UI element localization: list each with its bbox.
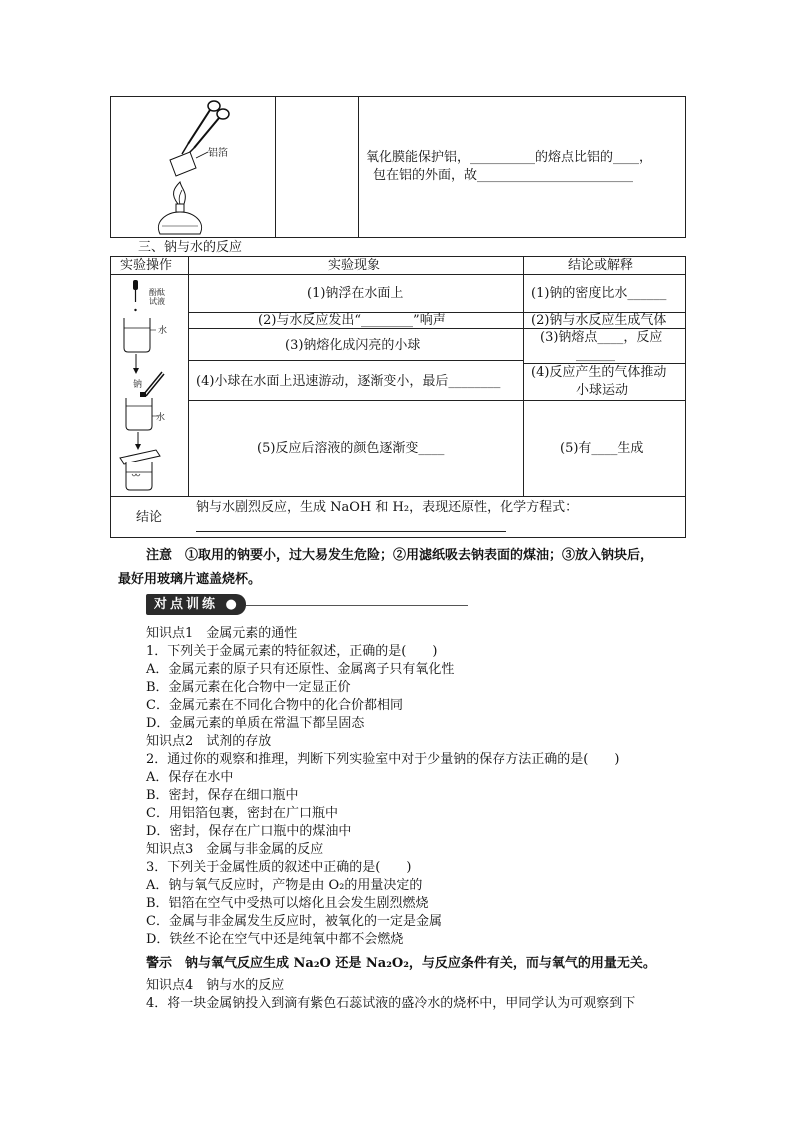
option: B．金属元素在化合物中一定显正价	[146, 680, 351, 695]
top-table-divider	[275, 96, 276, 238]
option: D．密封，保存在广口瓶中的煤油中	[146, 824, 352, 839]
question-stem: 3．下列关于金属性质的叙述中正确的是( )	[146, 860, 412, 875]
option: C．金属元素在不同化合物中的化合价都相同	[146, 698, 403, 713]
badge-rule	[246, 605, 468, 606]
sodium-water-diagram	[116, 278, 186, 494]
label-sodium: 钠	[133, 380, 143, 390]
conclusion-3b: ______	[576, 347, 615, 362]
label-water-2: 水	[156, 413, 166, 423]
conclusion-4b: 小球运动	[576, 383, 629, 398]
top-table-text-line2: 包在铝的外面，故________________________	[373, 168, 634, 183]
practice-badge: 对点训练 ●	[146, 594, 246, 615]
header-operation: 实验操作	[120, 258, 173, 273]
phenomenon-2: (2)与水反应发出“________”响声	[258, 313, 446, 328]
option: A．保存在水中	[146, 770, 234, 785]
header-conclusion: 结论或解释	[568, 258, 634, 273]
header-phenomenon: 实验现象	[328, 258, 381, 273]
topic-heading: 知识点4 钠与水的反应	[146, 978, 285, 993]
option: C．用铝箔包裹，密封在广口瓶中	[146, 806, 338, 821]
option: C．金属与非金属发生反应时，被氧化的一定是金属	[146, 914, 442, 929]
topic-heading: 知识点2 试剂的存放	[146, 734, 272, 749]
topic-heading: 知识点3 金属与非金属的反应	[146, 842, 324, 857]
conclusion-3a: (3)钠熔点____，反应	[540, 330, 663, 345]
question-stem: 4．将一块金属钠投入到滴有紫色石蕊试液的盛冷水的烧杯中，甲同学认为可观察到下	[146, 996, 636, 1011]
top-table-divider	[358, 96, 359, 238]
phenomenon-5: (5)反应后溶液的颜色逐渐变____	[257, 441, 445, 456]
conclusion-5: (5)有____生成	[560, 441, 644, 456]
foil-label: 铝箔	[208, 148, 228, 159]
phenomenon-4: (4)小球在水面上迅速游动，逐渐变小，最后________	[196, 374, 501, 389]
summary-label: 结论	[136, 510, 163, 525]
top-table-text-line1: 氧化膜能保护铝，__________的熔点比铝的____，	[366, 150, 653, 165]
summary-answer-line	[196, 531, 506, 532]
section-title: 三、钠与水的反应	[138, 240, 243, 255]
option: D．铁丝不论在空气中还是纯氧中都不会燃烧	[146, 932, 404, 947]
option: A．钠与氧气反应时，产物是由 O₂的用量决定的	[146, 878, 423, 893]
option: B．铝箔在空气中受热可以熔化且会发生剧烈燃烧	[146, 896, 429, 911]
option: D．金属元素的单质在常温下都呈固态	[146, 716, 365, 731]
note-line2: 最好用玻璃片遮盖烧杯。	[118, 572, 262, 587]
warning-text: 警示 钠与氧气反应生成 Na₂O 还是 Na₂O₂，与反应条件有关，而与氧气的用量无关。	[146, 956, 656, 971]
label-water-1: 水	[158, 326, 168, 336]
phenomenon-3: (3)钠熔化成闪亮的小球	[285, 338, 421, 353]
topic-heading: 知识点1 金属元素的通性	[146, 626, 298, 641]
label-reagent: 酚酞试液	[149, 288, 165, 306]
conclusion-4a: (4)反应产生的气体推动	[531, 365, 667, 380]
phenomenon-1: (1)钠浮在水面上	[307, 286, 404, 301]
summary-text: 钠与水剧烈反应，生成 NaOH 和 H₂，表现还原性，化学方程式：	[196, 500, 579, 515]
question-stem: 2．通过你的观察和推理，判断下列实验室中对于少量钠的保存方法正确的是( )	[146, 752, 620, 767]
option: A．金属元素的原子只有还原性、金属离子只有氧化性	[146, 662, 455, 677]
note-line1: 注意 ①取用的钠要小，过大易发生危险；②用滤纸吸去钠表面的煤油；③放入钠块后，	[146, 548, 654, 563]
aluminum-foil-diagram	[140, 98, 250, 236]
conclusion-2: (2)钠与水反应生成气体	[531, 313, 667, 328]
option: B．密封，保存在细口瓶中	[146, 788, 299, 803]
question-stem: 1．下列关于金属元素的特征叙述，正确的是( )	[146, 644, 438, 659]
conclusion-1: (1)钠的密度比水______	[531, 286, 667, 301]
